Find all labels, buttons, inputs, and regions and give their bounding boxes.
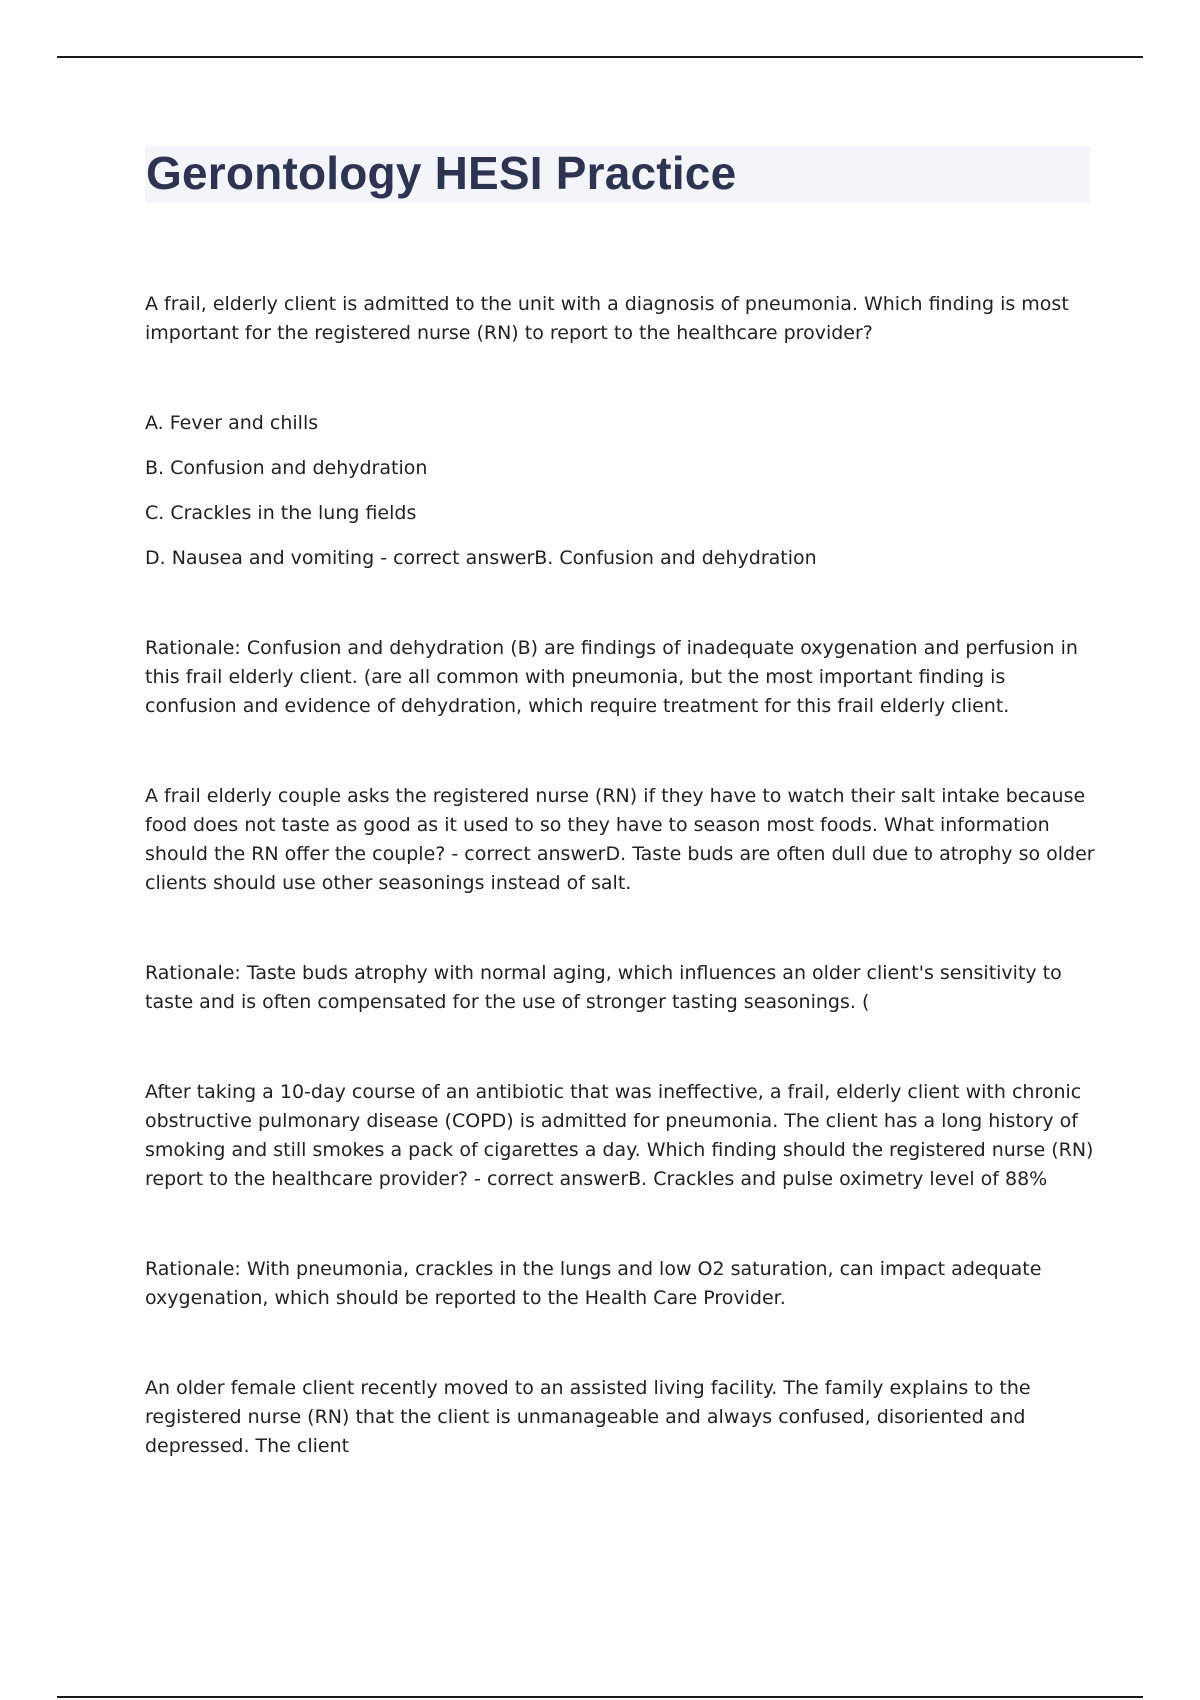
question-1-text: A frail, elderly client is admitted to the unit with a diagnosis of pneumonia. Which finding is most important for the registered nurse (RN) to report to the healthcare provider? (145, 293, 1069, 344)
question-2-rationale: Rationale: Taste buds atrophy with normal aging, which influences an older client's sensitivity to taste and is often compensated for the use of stronger tasting seasonings. ( (145, 962, 1062, 1013)
question-3-rationale: Rationale: With pneumonia, crackles in the lungs and low O2 saturation, can impact adequate oxygenation, which should be reported to the Health Care Provider. (145, 1258, 1042, 1309)
option-c: C. Crackles in the lung fields (145, 502, 417, 524)
question-1-rationale: Rationale: Confusion and dehydration (B) are findings of inadequate oxygenation and perfusion in this frail elderly client. (are all common with pneumonia, but the most important finding is confusion and evidence of dehydration, which require treatment for this frail elderly client. (145, 637, 1078, 717)
document-body (145, 290, 1095, 1461)
document-title: Gerontology HESI Practice (146, 147, 737, 199)
option-a: A. Fever and chills (145, 412, 319, 434)
question-4-text: An older female client recently moved to an assisted living facility. The family explains to the registered nurse (RN) that the client is unmanageable and always confused, disoriented and depressed. The client (145, 1377, 1031, 1457)
question-1-options (145, 409, 1095, 573)
question-3-text: After taking a 10-day course of an antibiotic that was ineffective, a frail, elderly client with chronic obstructive pulmonary disease (COPD) is admitted for pneumonia. The client has a long history of smoking and still smokes a pack of cigarettes a day. Which finding should the registered nurse (RN) report to the healthcare provider? - correct answerB. Crackles and pulse oximetry level of 88% (145, 1081, 1094, 1190)
question-2-text: A frail elderly couple asks the registered nurse (RN) if they have to watch their salt intake because food does not taste as good as it used to so they have to season most foods. What information should the RN offer the couple? - correct answerD. Taste buds are often dull due to atrophy so older clients should use other seasonings instead of salt. (145, 785, 1095, 894)
header-rule (57, 56, 1143, 58)
option-d: D. Nausea and vomiting - correct answerB. Confusion and dehydration (145, 547, 817, 569)
footer-rule (57, 1696, 1143, 1698)
option-b: B. Confusion and dehydration (145, 457, 428, 479)
